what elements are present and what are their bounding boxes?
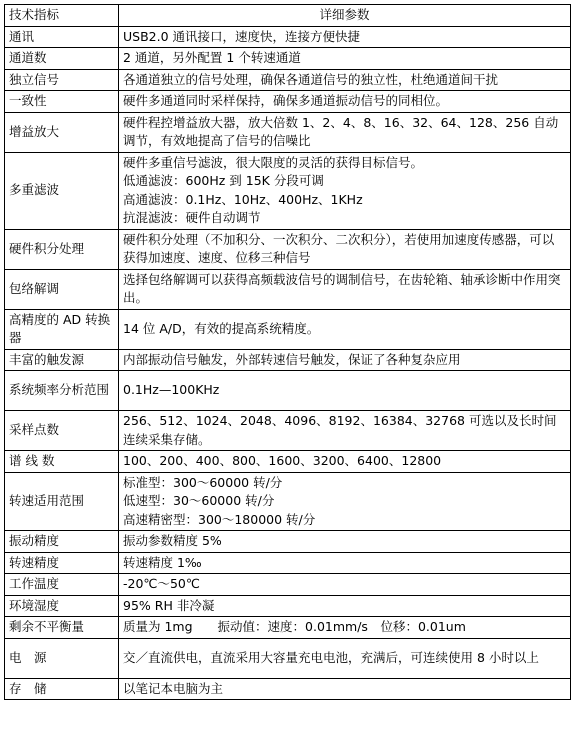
spec-value-line: 低速型：30～60000 转/分 [123, 493, 275, 508]
table-row [5, 349, 571, 371]
table-row [5, 112, 571, 152]
spec-name-cell: 振动精度 [5, 531, 119, 553]
header-value-cell: 详细参数 [119, 5, 571, 27]
table-row [5, 152, 571, 229]
spec-name-cell: 谱 线 数 [5, 451, 119, 473]
spec-name-cell: 增益放大 [5, 112, 119, 152]
table-row [5, 552, 571, 574]
spec-value-cell [119, 69, 571, 91]
spec-value-cell [119, 411, 571, 451]
spec-name-cell: 硬件积分处理 [5, 229, 119, 269]
spec-name-cell: 存 储 [5, 678, 119, 700]
spec-value-line: 14 位 A/D，有效的提高系统精度。 [123, 320, 320, 336]
spec-value-line: 质量为 1mg 振动值：速度：0.01mm/s 位移：0.01um [123, 619, 466, 634]
table-row [5, 451, 571, 473]
spec-value-cell [119, 472, 571, 531]
spec-value-line: 2 通道，另外配置 1 个转速通道 [123, 50, 301, 65]
spec-value-cell [119, 48, 571, 70]
spec-value-line: 高通滤波：0.1Hz、10Hz、400Hz、1KHz [123, 191, 363, 207]
spec-value-line: 低通滤波：600Hz 到 15K 分段可调 [123, 173, 324, 188]
table-row [5, 595, 571, 617]
spec-value-cell [119, 574, 571, 596]
spec-name-cell: 工作温度 [5, 574, 119, 596]
spec-name-cell: 通道数 [5, 48, 119, 70]
spec-value-line: 100、200、400、800、1600、3200、6400、12800 [123, 453, 442, 468]
spec-value-line: 硬件多通道同时采样保持，确保多通道振动信号的同相位。 [123, 93, 449, 108]
spec-name-cell: 采样点数 [5, 411, 119, 451]
spec-value-line: 内部振动信号触发，外部转速信号触发，保证了各种复杂应用 [123, 351, 461, 367]
table-row [5, 617, 571, 639]
spec-value-cell [119, 152, 571, 229]
table-row [5, 69, 571, 91]
spec-table [4, 4, 571, 700]
spec-value-line: 各通道独立的信号处理，确保各通道信号的独立性，杜绝通道间干扰 [123, 71, 499, 87]
spec-value-line: 交／直流供电，直流采用大容量充电电池，充满后，可连续使用 8 小时以上 [123, 649, 539, 665]
table-row [5, 48, 571, 70]
spec-name-cell: 独立信号 [5, 69, 119, 91]
spec-name-cell: 剩余不平衡量 [5, 617, 119, 639]
spec-name-cell: 高精度的 AD 转换器 [5, 309, 119, 349]
table-row [5, 269, 571, 309]
spec-value-line: 以笔记本电脑为主 [123, 680, 224, 696]
spec-value-cell [119, 91, 571, 113]
spec-value-line: 硬件积分处理（不加积分、一次积分、二次积分），若使用加速度传感器，可以获得加速度、速度、位移三种信号 [123, 231, 555, 265]
spec-name-cell: 多重滤波 [5, 152, 119, 229]
spec-value-cell [119, 531, 571, 553]
table-row [5, 638, 571, 678]
spec-value-line: -20℃～50℃ [123, 576, 200, 591]
spec-value-line: 95% RH 非冷凝 [123, 597, 215, 613]
spec-value-line: 硬件多重信号滤波，很大限度的灵活的获得目标信号。 [123, 154, 424, 170]
spec-value-line: 标准型：300～60000 转/分 [123, 474, 283, 490]
spec-value-line: 选择包络解调可以获得高频载波信号的调制信号，在齿轮箱、轴承诊断中作用突出。 [123, 271, 561, 305]
spec-value-cell [119, 112, 571, 152]
spec-value-cell [119, 638, 571, 678]
spec-name-cell: 环境湿度 [5, 595, 119, 617]
spec-value-line: 256、512、1024、2048、4096、8192、16384、32768 可选以及长时间连续采集存储。 [123, 413, 557, 447]
table-row [5, 574, 571, 596]
spec-value-cell [119, 552, 571, 574]
spec-name-cell: 一致性 [5, 91, 119, 113]
header-name-cell: 技术指标 [5, 5, 119, 27]
spec-name-cell: 转速适用范围 [5, 472, 119, 531]
table-row [5, 229, 571, 269]
table-row [5, 678, 571, 700]
spec-value-line: 高速精密型：300～180000 转/分 [123, 511, 316, 527]
table-row [5, 531, 571, 553]
spec-value-cell [119, 617, 571, 639]
spec-name-cell: 丰富的触发源 [5, 349, 119, 371]
spec-value-line: 转速精度 1‰ [123, 554, 202, 570]
spec-value-cell [119, 349, 571, 371]
spec-name-cell: 通讯 [5, 26, 119, 48]
table-row [5, 26, 571, 48]
spec-value-cell [119, 309, 571, 349]
spec-name-cell: 包络解调 [5, 269, 119, 309]
spec-value-cell [119, 269, 571, 309]
spec-value-cell [119, 451, 571, 473]
table-row [5, 472, 571, 531]
table-header-row [5, 5, 571, 27]
spec-value-cell [119, 371, 571, 411]
table-row [5, 309, 571, 349]
spec-value-cell [119, 595, 571, 617]
spec-name-cell: 系统频率分析范围 [5, 371, 119, 411]
spec-value-cell [119, 26, 571, 48]
spec-value-cell [119, 678, 571, 700]
spec-value-line: 抗混滤波：硬件自动调节 [123, 210, 261, 225]
spec-name-cell: 转速精度 [5, 552, 119, 574]
table-row [5, 91, 571, 113]
table-row [5, 411, 571, 451]
spec-value-line: 硬件程控增益放大器，放大倍数 1、2、4、8、16、32、64、128、256 自动调节，有效地提高了信号的信噪比 [123, 114, 559, 148]
spec-value-line: 振动参数精度 5% [123, 533, 222, 548]
table-row [5, 371, 571, 411]
spec-value-cell [119, 229, 571, 269]
spec-name-cell: 电 源 [5, 638, 119, 678]
spec-value-line: 0.1Hz—100KHz [123, 382, 220, 398]
spec-table-body [5, 26, 571, 700]
spec-value-line: USB2.0 通讯接口，速度快，连接方便快捷 [123, 28, 361, 44]
